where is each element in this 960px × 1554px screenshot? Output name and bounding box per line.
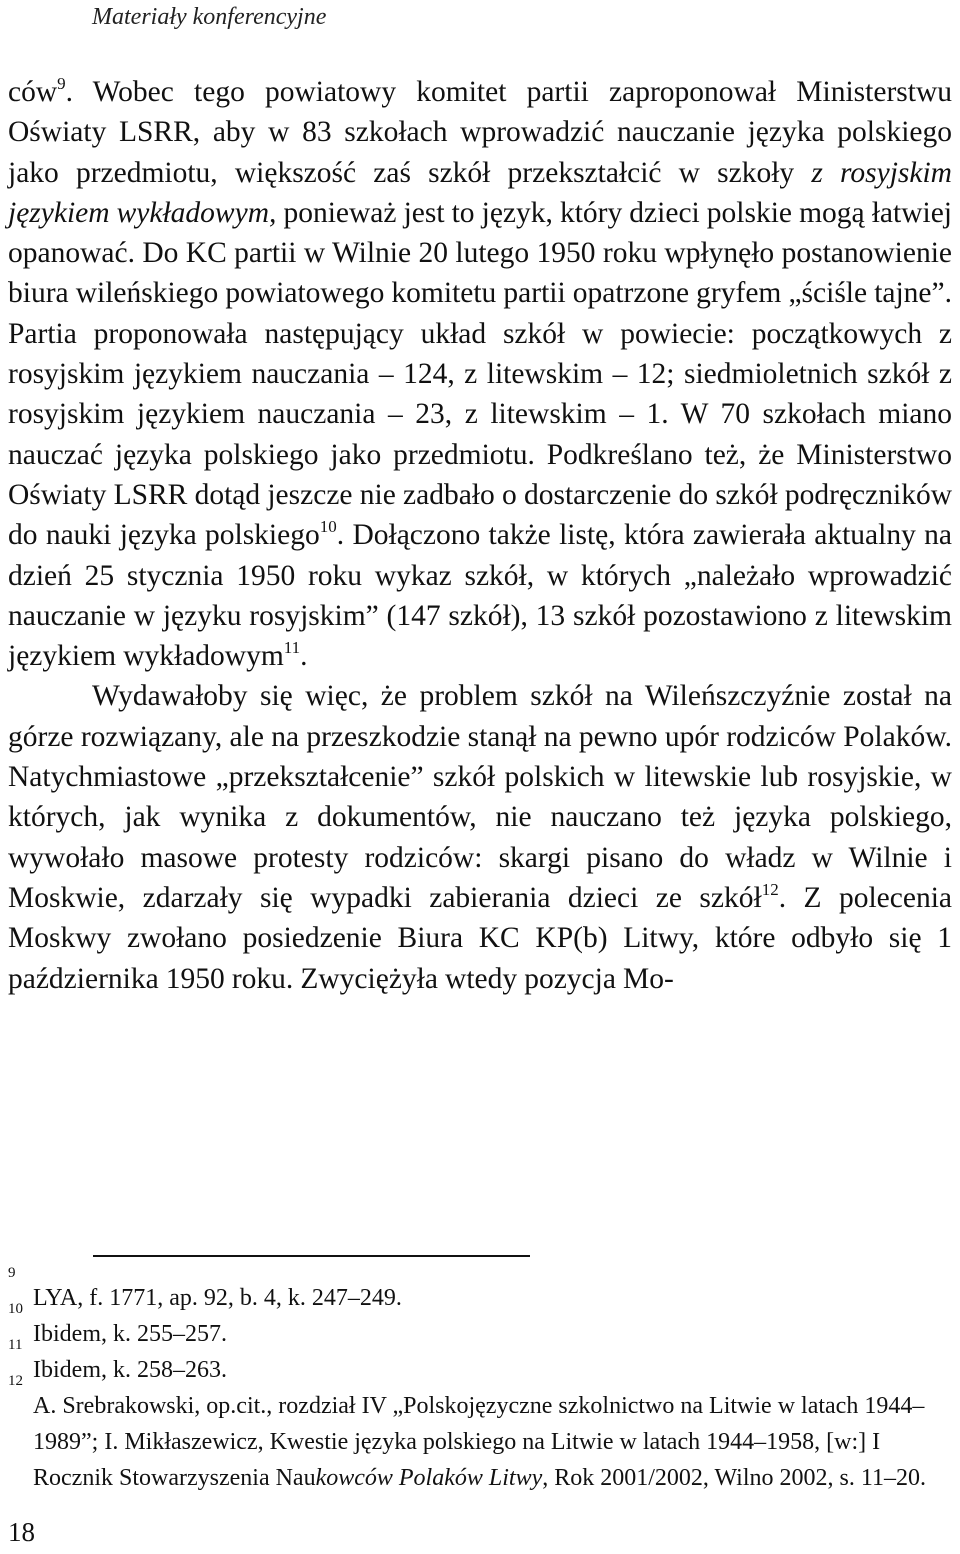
paragraph-2	[8, 676, 952, 998]
footnote-ref-10[interactable]: 10	[319, 517, 337, 537]
paragraph-text: . Wobec tego powiatowy komitet partii zaproponował Ministerstwu Oświaty LSRR, aby w 83 szkołach wprowadzić nauczanie języka polskiego jako przedmiotu, większość zaś szkół przekształcić w szkoły	[8, 76, 952, 189]
footnote-text: LYA, f. 1771, ap. 92, b. 4, k. 247–249.	[33, 1285, 402, 1311]
footnote-text: Ibidem, k. 255–257.	[33, 1321, 227, 1347]
paragraph-text: . Z polecenia Moskwy zwołano posiedzenie Biura KC KP(b) Litwy, które odbyło się 1 października 1950 roku. Zwyciężyła wtedy pozycja Mo-	[8, 881, 953, 995]
emphasis-text: z rosyjskim językiem wykładowym,	[8, 156, 952, 229]
paragraph-1	[8, 72, 952, 676]
footnote-11: 11 Ibidem, k. 258–263.	[8, 1337, 227, 1383]
paragraph-text: ców	[8, 76, 58, 108]
footnote-text: , Rok 2001/2002, Wilno 2002, s. 11–20.	[542, 1465, 926, 1491]
footnote-ref-9[interactable]: 9	[57, 74, 66, 93]
paragraph-text: . Dołączono także listę, która zawierała aktualny na dzień 25 stycznia 1950 roku wykaz szkół, w których „należało wprowadzić nauczanie w języku rosyjskim” (147 szkół), 13 szkół pozostawiono z litewskim językiem wykładowym	[8, 519, 952, 673]
footnote-separator	[93, 1255, 530, 1257]
running-header: Materiały konferencyjne	[92, 4, 327, 30]
footnote-ref-11[interactable]: 11	[283, 638, 301, 658]
footnote-ref-12[interactable]: 12	[761, 879, 779, 899]
paragraph-text: Wydawałoby się więc, że problem szkół na Wileńszczyźnie został na górze rozwiązany, ale na przeszkodzie stanął na pewno upór rodziców Polaków. Natychmiastowe „przekształcenie” szkół polskich w litewskie lub rosyjskie, w których, jak wynika z dokumentów, nie nauczano też języka polskiego, wywołało masowe protesty rodziców: skargi pisano do władz w Wilnie i Moskwie, zdarzały się wypadki zabierania dzieci ze szkół	[8, 680, 952, 914]
footnote-9: 9 LYA, f. 1771, ap. 92, b. 4, k. 247–249.	[8, 1265, 402, 1311]
footnote-10: 10 Ibidem, k. 255–257.	[8, 1301, 227, 1347]
paragraph-text: .	[300, 640, 308, 673]
footnote-text: Ibidem, k. 258–263.	[33, 1357, 227, 1383]
footnote-text: A. Srebrakowski, op.cit., rozdział IV „Polskojęzyczne szkolnictwo na Litwie w latach 1944–1989”; I. Mikłaszewicz, Kwestie języka polskiego na Litwie w latach 1944–1958, [w:] I Rocznik Stowarzyszenia Nau	[33, 1393, 925, 1491]
paragraph-text: ponieważ jest to język, który dzieci polskie mogą łatwiej opanować. Do KC partii w Wilnie 20 lutego 1950 roku wpłynęło postanowienie biura wileńskiego powiatowego komitetu partii opatrzone gryfem „ściśle tajne”. Partia proponowała następujący układ szkół w powiecie: początkowych z rosyjskim językiem nauczania – 124, z litewskim – 12; siedmioletnich szkół z rosyjskim językiem nauczania – 23, z litewskim – 1. W 70 szkołach miano nauczać języka polskiego jako przedmiotu. Podkreślano też, że Ministerstwo Oświaty LSRR dotąd jeszcze nie zadbało o dostarczenie do szkół podręczników do nauki języka polskiego	[8, 196, 952, 552]
footnote-12: 12 A. Srebrakowski, op.cit., rozdział IV „Polskojęzyczne szkolnictwo na Litwie w latach 1944–1989”; I. Mikłaszewicz, Kwestie języka polskiego na Litwie w latach 1944–1958, [w:] I Rocznik Stowarzyszenia Naukowców Polaków Litwy, Rok 2001/2002, Wilno 2002, s. 11–20.	[8, 1373, 926, 1491]
page-number: 18	[8, 1517, 35, 1547]
body-text	[8, 72, 952, 999]
footnotes	[8, 1265, 960, 1496]
footnote-emphasis: kowców Polaków Litwy	[315, 1465, 543, 1491]
